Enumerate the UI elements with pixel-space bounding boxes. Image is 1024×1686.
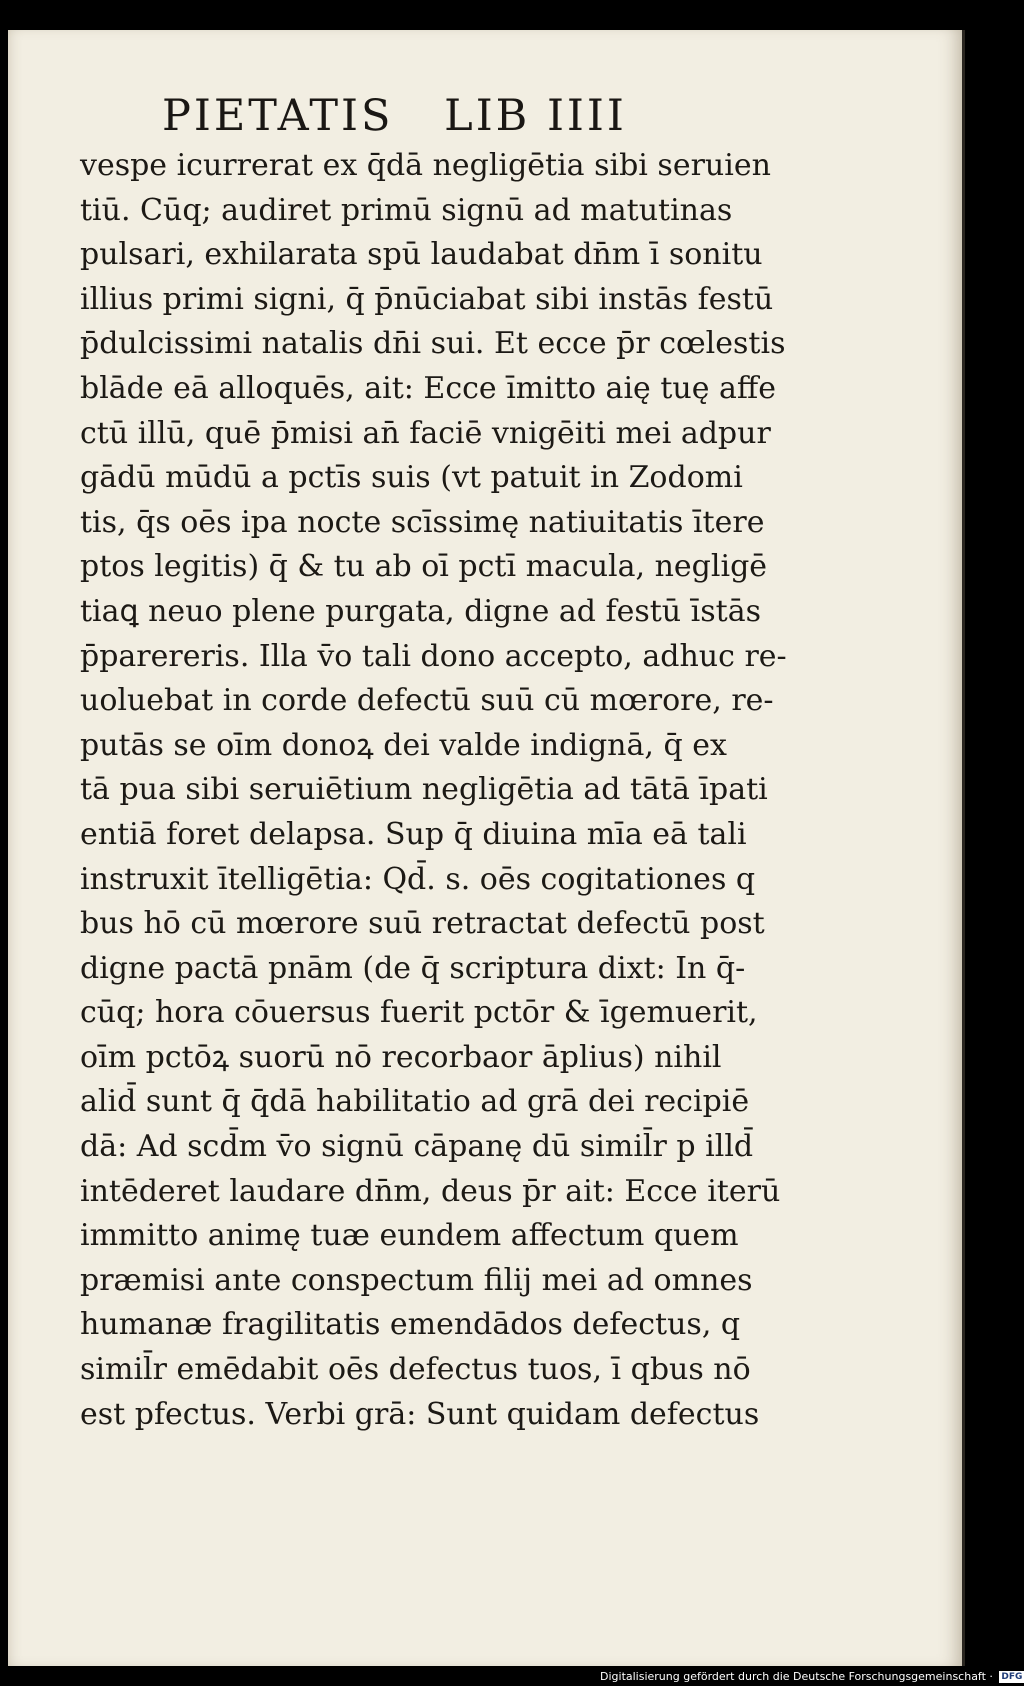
text-block — [80, 144, 810, 1437]
text-line: tā pua sibi seruiētium negligētia ad tātā īpati — [80, 772, 768, 808]
text-line: est pfectus. Verbi grā: Sunt quidam defectus — [80, 1396, 760, 1432]
text-line: intēderet laudare dn̄m, deus p̄r ait: Ecce iterū — [80, 1173, 781, 1209]
text-line: tis, q̄s oēs ipa nocte scīssimę natiuitatis ītere — [80, 504, 765, 540]
text-line: gādū mūdū a pctīs suis (vt patuit in Zodomi — [80, 460, 743, 496]
book-page — [8, 30, 965, 1666]
text-line: cūq; hora cōuersus fuerit pctōr & īgemuerit, — [80, 995, 758, 1031]
text-line: instruxit ītelligētia: Qd̄. s. oēs cogitationes q — [80, 861, 756, 897]
digitization-credit — [600, 1668, 1023, 1686]
text-line: p̄parereris. Illa v̄o tali dono accepto, adhuc re- — [80, 638, 787, 674]
text-line: uoluebat in corde defectū suū cū mœrore, re- — [80, 683, 774, 719]
text-line: humanæ fragilitatis emendādos defectus, q — [80, 1307, 741, 1343]
text-line: immitto animę tuæ eundem affectum quem — [80, 1218, 739, 1254]
text-line: putās se oīm donoꝝ dei valde indignā, q̄ ex — [80, 727, 727, 763]
text-line: ctū illū, quē p̄misi an̄ faciē vnigēiti mei adpur — [80, 415, 771, 451]
text-line: dā: Ad scd̄m v̄o signū cāpanę dū simil̄r p illd̄ — [80, 1129, 754, 1165]
running-head — [162, 92, 810, 140]
running-head-book: LIB IIII — [444, 91, 627, 141]
text-line: blāde eā alloquēs, ait: Ecce īmitto aię tuę affe — [80, 370, 776, 406]
text-line: tiaꝗ neuo plene purgata, digne ad festū īstās — [80, 593, 761, 629]
text-line: vespe icurrerat ex q̄dā negligētia sibi seruien — [80, 148, 771, 183]
text-line: tiū. Cūq; audiret primū signū ad matutinas — [80, 192, 733, 228]
text-line: oīm pctōꝝ suorū nō recorbaor āplius) nihil — [80, 1039, 722, 1075]
dfg-logo: DFG — [1001, 1672, 1023, 1682]
text-line: illius primi signi, q̄ p̄nūciabat sibi instās festū — [80, 281, 774, 317]
text-line: bus hō cū mœrore suū retractat defectū post — [80, 906, 765, 942]
text-line: digne pactā pnām (de q̄ scriptura dixt: In q̄- — [80, 950, 746, 986]
text-line: alid̄ sunt q̄ q̄dā habilitatio ad grā dei recipiē — [80, 1084, 750, 1120]
credit-text: Digitalisierung gefördert durch die Deutsche Forschungsgemeinschaft · — [600, 1670, 993, 1683]
text-line: entiā foret delapsa. Sup q̄ diuina mīa eā tali — [80, 816, 747, 852]
text-line: simil̄r emēdabit oēs defectus tuos, ī qbus nō — [80, 1352, 751, 1388]
text-line: ptos legitis) q̄ & tu ab oī pctī macula, negligē — [80, 549, 768, 585]
page-body — [80, 92, 810, 1472]
text-line: præmisi ante conspectum filij mei ad omnes — [80, 1262, 753, 1298]
running-head-title: PIETATIS — [162, 91, 394, 141]
text-line: pulsari, exhilarata spū laudabat dn̄m ī sonitu — [80, 237, 763, 273]
text-line: p̄dulcissimi natalis dn̄i sui. Et ecce p̄r cœlestis — [80, 326, 786, 362]
